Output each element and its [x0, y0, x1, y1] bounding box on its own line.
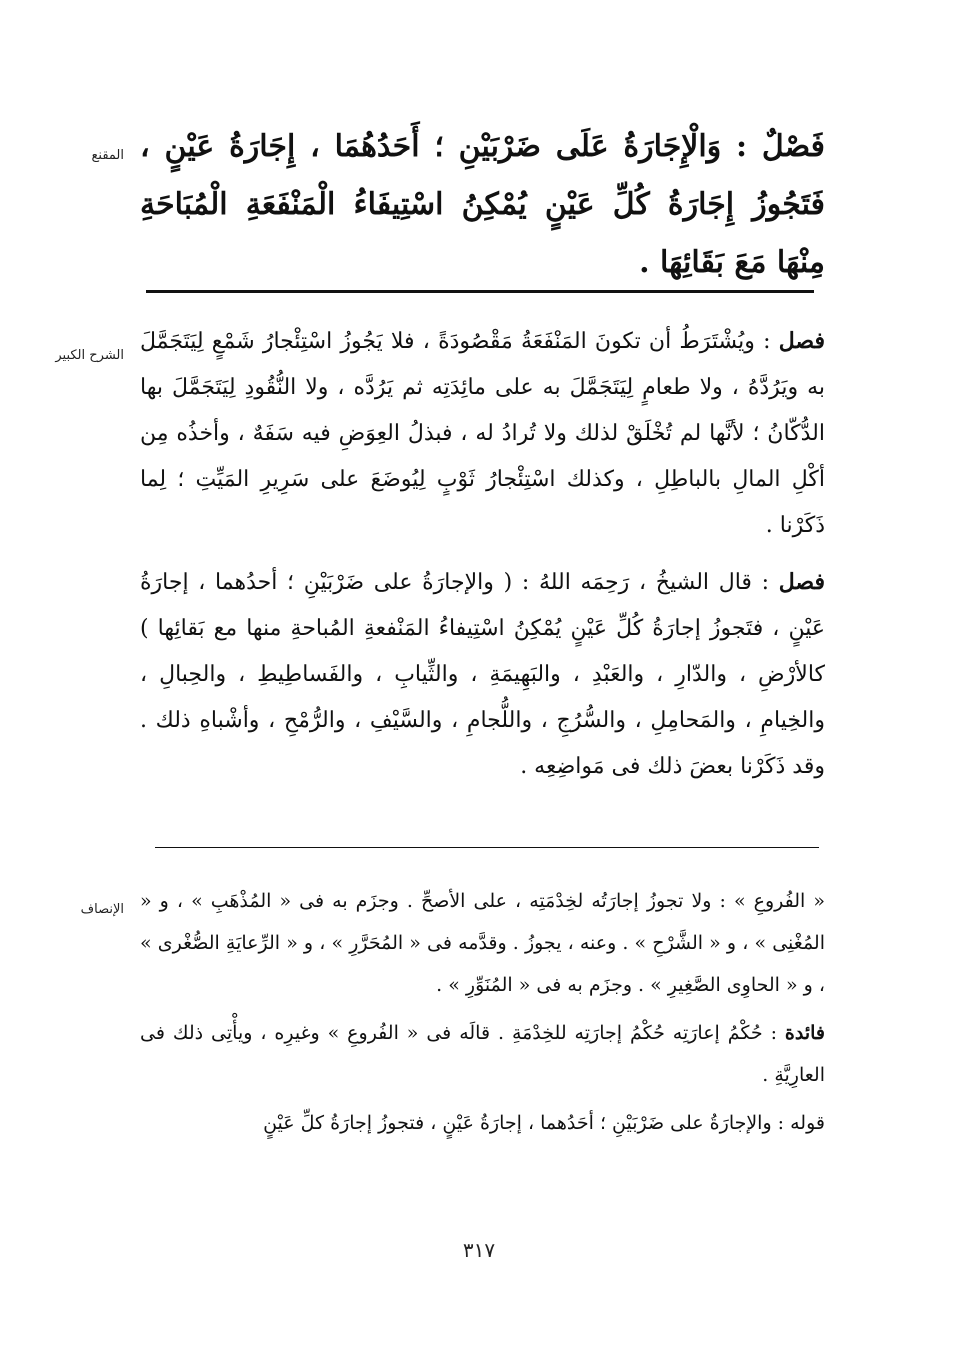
section-divider-thin — [155, 847, 819, 848]
margin-label-insaf: الإنصاف — [80, 902, 124, 917]
sharh-paragraph-1 — [140, 318, 825, 549]
insaf-body-2: : حُكْمُ إعارَتِه حُكْمُ إجارَتِه للخِدْمَةِ . قالَه فى « الفُروعِ » وغيرِه ، ويأْتِى ذلك فى العارِيَّةِ . — [140, 1022, 825, 1086]
section-divider-thick — [146, 290, 814, 293]
insaf-heading-faida: فائدة — [784, 1022, 825, 1044]
margin-label-sharh: الشرح الكبير — [55, 348, 124, 363]
margin-label-muqni: المقنع — [91, 148, 124, 163]
muqni-heading: فَصْلٌ — [761, 129, 825, 164]
sharh-paragraph-2 — [140, 559, 825, 790]
page-number: ٣١٧ — [462, 1238, 496, 1262]
sharh-heading-2: فصل — [778, 569, 825, 595]
insaf-paragraph-2 — [140, 1012, 825, 1096]
muqni-paragraph — [140, 118, 825, 292]
muqni-text-block — [140, 118, 825, 292]
sharh-heading-1: فصل — [778, 328, 825, 354]
sharh-text-block — [140, 318, 825, 790]
insaf-paragraph-3: قوله : والإجارَةُ على ضَرْبَيْنِ ؛ أحَدُهما ، إجارَةُ عَيْنٍ ، فتجوزُ إجارَةُ كلِّ عَيْنٍ — [263, 1112, 825, 1134]
insaf-paragraph-1: « الفُروعِ » : ولا تجوزُ إجارَتُه لخِدْمَتِه ، على الأصحِّ . وجزَم به فى « المُذْهَبِ » ، و « المُغْنِى » ، و « الشَّرْحِ » . وعنه ، يجوزُ . وقدَّمه فى « المُحَرَّرِ » ، و « الرِّعايَةِ الصُّغْرى » ، و « الحاوِى الصَّغِيرِ » . وجزَم به فى « المُنَوِّرِ » . — [140, 890, 825, 996]
muqni-body: : وَالْإِجَارَةُ عَلَى ضَرْبَيْنِ ؛ أَحَدُهُمَا ، إِجَارَةُ عَيْنٍ ، فَتَجُوزُ إِجَارَةُ كُلِّ عَيْنٍ يُمْكِنُ اسْتِيفَاءُ الْمَنْفَعَةِ الْمُبَاحَةِ مِنْهَا مَعَ بَقَائِهَا . — [140, 129, 825, 280]
sharh-body-1: : ويُشْتَرَطُ أن تكونَ المَنْفَعَةُ مَقْصُودَةً ، فلا يَجُوزُ اسْتِئْجارُ شَمْعٍ لِيَتَجَمَّلَ به ويَرُدَّهُ ، ولا طعامٍ لِيَتَجَمَّلَ به على مائِدَتِه ثم يَرُدَّه ، ولا النُّقُودِ لِيَتَجَمَّلَ بها الدُّكّانُ ؛ لأنَّها لم تُخْلَقْ لذلك ولا تُرادُ له ، فبذلُ العِوَضِ فيه سَفَهٌ ، وأخذُه مِن أكْلِ المالِ بالباطِلِ ، وكذلك اسْتِئْجارُ ثَوْبٍ لِيُوضَعَ على سَرِيرِ المَيِّتِ ؛ لِما ذَكَرْنا . — [140, 329, 825, 538]
sharh-body-2: : قال الشيخُ ، رَحِمَه اللهُ : ( والإجارَةُ على ضَرْبَيْنِ ؛ أحدُهما ، إجارَةُ عَيْنٍ ، فتَجوزُ إجارَةُ كُلِّ عَيْنٍ يُمْكِنُ اسْتِيفاءُ المَنْفعةِ المُباحةِ منها مع بَقائِها ) كالأرْضِ ، والدّارِ ، والعَبْدِ ، والبَهِيمَةِ ، والثِّيابِ ، والفَساطِيطِ ، والحِبالِ ، والخِيامِ ، والمَحامِلِ ، والسُّرُجِ ، واللُّجامِ ، والسَّيْفِ ، والرُّمْحِ ، وأشْباهِ ذلك . وقد ذَكَرْنا بعضَ ذلك فى مَواضِعِه . — [140, 570, 825, 779]
insaf-text-block — [140, 880, 825, 1144]
